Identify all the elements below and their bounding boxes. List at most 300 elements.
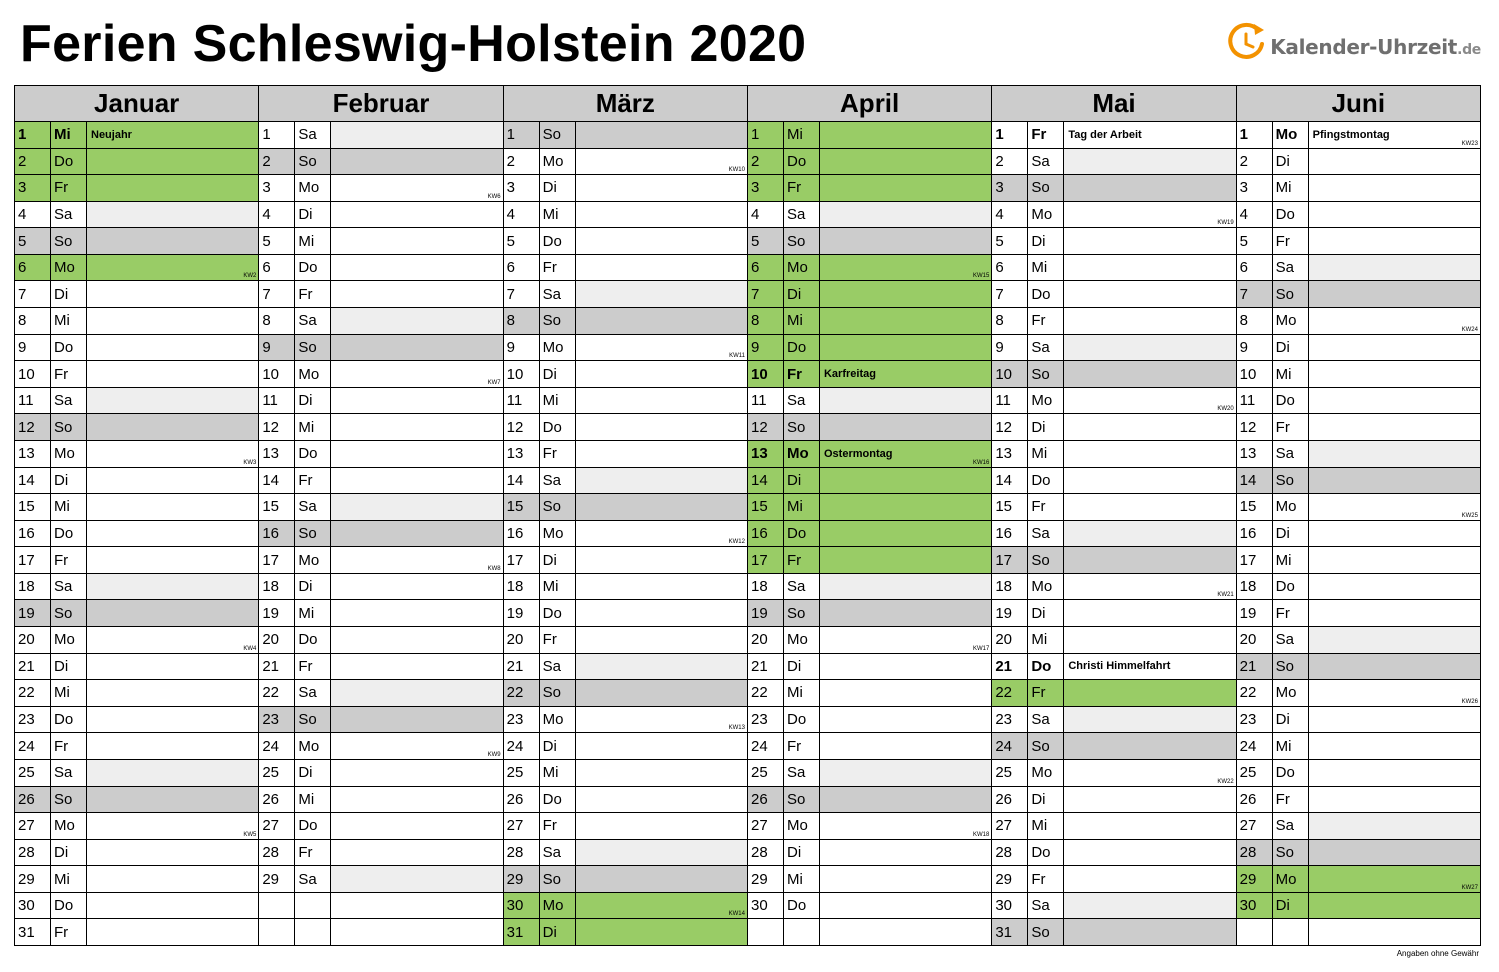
- day-row[interactable]: [1237, 281, 1480, 308]
- day-note-cell: [576, 468, 747, 494]
- day-row[interactable]: [504, 149, 747, 176]
- day-row[interactable]: [15, 414, 258, 441]
- day-row[interactable]: [1237, 255, 1480, 282]
- day-row[interactable]: [1237, 680, 1480, 707]
- day-row[interactable]: [259, 228, 502, 255]
- day-row[interactable]: [1237, 787, 1480, 814]
- disclaimer: Angaben ohne Gewähr: [1396, 949, 1479, 958]
- day-number: 26: [1237, 787, 1273, 813]
- day-row[interactable]: [504, 228, 747, 255]
- day-row[interactable]: [748, 813, 991, 840]
- day-row[interactable]: [259, 308, 502, 335]
- day-row[interactable]: [504, 813, 747, 840]
- day-row[interactable]: [504, 547, 747, 574]
- day-row[interactable]: [992, 919, 1235, 946]
- day-number: 21: [748, 654, 784, 680]
- day-row[interactable]: [992, 228, 1235, 255]
- day-row[interactable]: [748, 308, 991, 335]
- day-row[interactable]: [748, 600, 991, 627]
- day-row[interactable]: [748, 468, 991, 495]
- day-row[interactable]: [259, 202, 502, 229]
- day-row[interactable]: [1237, 654, 1480, 681]
- day-row[interactable]: [259, 600, 502, 627]
- day-number: 28: [1237, 840, 1273, 866]
- weekday: Mi: [51, 866, 87, 892]
- day-note-cell: [576, 494, 747, 520]
- day-row[interactable]: [504, 600, 747, 627]
- weekday: Mo: [51, 813, 87, 839]
- day-row[interactable]: [259, 388, 502, 415]
- day-row[interactable]: [15, 733, 258, 760]
- day-row[interactable]: [15, 840, 258, 867]
- day-number: 25: [259, 760, 295, 786]
- day-row[interactable]: [1237, 175, 1480, 202]
- day-row[interactable]: [992, 840, 1235, 867]
- day-row[interactable]: [504, 122, 747, 149]
- day-row[interactable]: [259, 468, 502, 495]
- day-note-cell: [87, 680, 258, 706]
- day-row[interactable]: [1237, 521, 1480, 548]
- day-row[interactable]: [748, 760, 991, 787]
- day-number: 25: [992, 760, 1028, 786]
- day-row[interactable]: [504, 388, 747, 415]
- day-row[interactable]: [748, 866, 991, 893]
- day-row[interactable]: [15, 627, 258, 654]
- day-row[interactable]: [259, 919, 502, 946]
- day-row[interactable]: [504, 574, 747, 601]
- day-row[interactable]: [504, 866, 747, 893]
- day-number: 17: [1237, 547, 1273, 573]
- day-row[interactable]: [504, 840, 747, 867]
- day-number: 29: [992, 866, 1028, 892]
- day-number: 4: [259, 202, 295, 228]
- day-note-cell: [1309, 574, 1480, 600]
- weekday: [295, 893, 331, 919]
- weekday: Do: [1028, 468, 1064, 494]
- day-row[interactable]: [15, 654, 258, 681]
- weekday: Di: [1028, 228, 1064, 254]
- day-note-cell: [1064, 654, 1235, 680]
- day-row[interactable]: [15, 468, 258, 495]
- day-row[interactable]: [1237, 813, 1480, 840]
- day-row[interactable]: [748, 627, 991, 654]
- day-row[interactable]: [748, 893, 991, 920]
- day-row[interactable]: [1237, 149, 1480, 176]
- day-row[interactable]: [1237, 228, 1480, 255]
- day-row[interactable]: [259, 494, 502, 521]
- day-row[interactable]: [15, 175, 258, 202]
- day-number: 22: [992, 680, 1028, 706]
- day-row[interactable]: [748, 441, 991, 468]
- day-note-cell: [331, 680, 502, 706]
- day-row[interactable]: [1237, 627, 1480, 654]
- day-note-cell: [331, 228, 502, 254]
- day-row[interactable]: [504, 787, 747, 814]
- day-note-cell: [1309, 760, 1480, 786]
- day-row[interactable]: [748, 149, 991, 176]
- day-row[interactable]: [259, 547, 502, 574]
- day-note-cell: [331, 574, 502, 600]
- day-row[interactable]: [15, 919, 258, 946]
- day-note-cell: [87, 414, 258, 440]
- day-row[interactable]: [1237, 468, 1480, 495]
- day-row[interactable]: [1237, 866, 1480, 893]
- month-header: Juni: [1237, 86, 1480, 122]
- day-row[interactable]: [748, 574, 991, 601]
- day-number: 24: [992, 733, 1028, 759]
- week-number: KW17: [972, 645, 990, 652]
- day-row[interactable]: [259, 255, 502, 282]
- day-row[interactable]: [748, 654, 991, 681]
- day-number: 2: [748, 149, 784, 175]
- day-row[interactable]: [259, 175, 502, 202]
- day-row[interactable]: [992, 122, 1235, 149]
- day-row[interactable]: [1237, 733, 1480, 760]
- day-row[interactable]: [504, 335, 747, 362]
- day-number: 8: [259, 308, 295, 334]
- day-row[interactable]: [15, 281, 258, 308]
- weekday: Mi: [784, 308, 820, 334]
- day-number: 14: [992, 468, 1028, 494]
- day-note-cell: [331, 255, 502, 281]
- day-row[interactable]: [15, 388, 258, 415]
- day-row[interactable]: [259, 680, 502, 707]
- day-number: 17: [748, 547, 784, 573]
- day-number: 16: [748, 521, 784, 547]
- day-row[interactable]: [992, 388, 1235, 415]
- day-note-cell: [1309, 388, 1480, 414]
- day-row[interactable]: [992, 175, 1235, 202]
- day-row[interactable]: [259, 441, 502, 468]
- day-row[interactable]: [15, 574, 258, 601]
- day-row[interactable]: [992, 733, 1235, 760]
- day-row[interactable]: [15, 707, 258, 734]
- day-row[interactable]: [748, 919, 991, 946]
- day-row[interactable]: [259, 893, 502, 920]
- day-row[interactable]: [15, 122, 258, 149]
- weekday: Mo: [1273, 866, 1309, 892]
- day-row[interactable]: [992, 255, 1235, 282]
- weekday: So: [51, 787, 87, 813]
- day-row[interactable]: [504, 308, 747, 335]
- weekday: Mo: [51, 255, 87, 281]
- day-row[interactable]: [748, 414, 991, 441]
- weekday: So: [1273, 654, 1309, 680]
- day-row[interactable]: [15, 149, 258, 176]
- day-number: 22: [1237, 680, 1273, 706]
- day-number: 6: [504, 255, 540, 281]
- day-row[interactable]: [992, 654, 1235, 681]
- weekday: So: [295, 521, 331, 547]
- day-number: 20: [992, 627, 1028, 653]
- day-note-cell: [820, 600, 991, 626]
- day-row[interactable]: [1237, 335, 1480, 362]
- day-number: 21: [259, 654, 295, 680]
- day-row[interactable]: [259, 122, 502, 149]
- day-row[interactable]: [1237, 574, 1480, 601]
- day-row[interactable]: [15, 600, 258, 627]
- day-row[interactable]: [15, 228, 258, 255]
- day-row[interactable]: [504, 521, 747, 548]
- day-row[interactable]: [15, 787, 258, 814]
- day-number: 19: [504, 600, 540, 626]
- day-row[interactable]: [15, 521, 258, 548]
- weekday: Di: [51, 468, 87, 494]
- day-row[interactable]: [259, 627, 502, 654]
- weekday: Mi: [51, 494, 87, 520]
- day-row[interactable]: [504, 760, 747, 787]
- day-row[interactable]: [992, 441, 1235, 468]
- day-row[interactable]: [992, 281, 1235, 308]
- weekday: Fr: [295, 468, 331, 494]
- week-number: KW25: [1461, 512, 1478, 519]
- day-row[interactable]: [992, 787, 1235, 814]
- day-row[interactable]: [15, 441, 258, 468]
- day-row[interactable]: [15, 335, 258, 362]
- day-row[interactable]: [748, 547, 991, 574]
- day-note-cell: [87, 441, 258, 467]
- day-number: 18: [15, 574, 51, 600]
- day-note-cell: [1309, 707, 1480, 733]
- day-row[interactable]: [748, 335, 991, 362]
- day-row[interactable]: [992, 308, 1235, 335]
- week-number: KW24: [1461, 326, 1478, 333]
- day-number: 3: [259, 175, 295, 201]
- weekday: Sa: [540, 654, 576, 680]
- day-row[interactable]: [992, 600, 1235, 627]
- weekday: Fr: [51, 547, 87, 573]
- day-row[interactable]: [1237, 361, 1480, 388]
- day-row[interactable]: [992, 760, 1235, 787]
- day-row[interactable]: [259, 414, 502, 441]
- weekday: Do: [295, 627, 331, 653]
- weekday: Sa: [295, 308, 331, 334]
- weekday: Mo: [540, 335, 576, 361]
- day-row[interactable]: [992, 680, 1235, 707]
- day-row[interactable]: [748, 361, 991, 388]
- weekday: Mi: [784, 494, 820, 520]
- day-row[interactable]: [15, 866, 258, 893]
- day-row[interactable]: [1237, 919, 1480, 946]
- day-row[interactable]: [15, 680, 258, 707]
- day-row[interactable]: [992, 361, 1235, 388]
- day-row[interactable]: [1237, 707, 1480, 734]
- day-note-cell: [1064, 547, 1235, 573]
- day-note-cell: [576, 840, 747, 866]
- day-row[interactable]: [259, 733, 502, 760]
- day-row[interactable]: [748, 202, 991, 229]
- day-note-cell: [1309, 654, 1480, 680]
- weekday: Fr: [1028, 308, 1064, 334]
- day-row[interactable]: [504, 468, 747, 495]
- holiday-label: Ostermontag: [823, 447, 893, 460]
- day-number: 12: [15, 414, 51, 440]
- day-row[interactable]: [1237, 840, 1480, 867]
- day-row[interactable]: [15, 308, 258, 335]
- day-row[interactable]: [1237, 122, 1480, 149]
- day-row[interactable]: [1237, 760, 1480, 787]
- week-number: KW27: [1461, 884, 1478, 891]
- day-row[interactable]: [748, 840, 991, 867]
- day-row[interactable]: [1237, 441, 1480, 468]
- day-row[interactable]: [992, 866, 1235, 893]
- day-row[interactable]: [992, 202, 1235, 229]
- day-row[interactable]: [748, 281, 991, 308]
- day-row[interactable]: [748, 228, 991, 255]
- day-note-cell: [1064, 122, 1235, 148]
- day-row[interactable]: [992, 521, 1235, 548]
- day-row[interactable]: [15, 893, 258, 920]
- day-number: 27: [1237, 813, 1273, 839]
- day-number: 15: [15, 494, 51, 520]
- day-note-cell: [576, 308, 747, 334]
- day-row[interactable]: [992, 468, 1235, 495]
- day-number: 15: [504, 494, 540, 520]
- day-row[interactable]: [748, 175, 991, 202]
- day-number: 22: [15, 680, 51, 706]
- day-number: 14: [259, 468, 295, 494]
- week-number: KW23: [1461, 140, 1478, 147]
- logo[interactable]: [1224, 14, 1481, 70]
- day-row[interactable]: [1237, 414, 1480, 441]
- day-row[interactable]: [15, 202, 258, 229]
- day-row[interactable]: [15, 494, 258, 521]
- day-note-cell: [576, 787, 747, 813]
- day-row[interactable]: [1237, 202, 1480, 229]
- day-row[interactable]: [259, 760, 502, 787]
- day-row[interactable]: [504, 175, 747, 202]
- day-number: 11: [748, 388, 784, 414]
- day-row[interactable]: [748, 787, 991, 814]
- day-row[interactable]: [504, 255, 747, 282]
- day-number: [1237, 919, 1273, 945]
- day-row[interactable]: [504, 414, 747, 441]
- day-row[interactable]: [504, 202, 747, 229]
- day-row[interactable]: [992, 627, 1235, 654]
- day-note-cell: [576, 813, 747, 839]
- day-number: 15: [1237, 494, 1273, 520]
- day-row[interactable]: [748, 707, 991, 734]
- day-row[interactable]: [748, 255, 991, 282]
- day-row[interactable]: [259, 281, 502, 308]
- day-row[interactable]: [748, 494, 991, 521]
- day-row[interactable]: [1237, 308, 1480, 335]
- day-number: 2: [504, 149, 540, 175]
- day-number: 24: [1237, 733, 1273, 759]
- weekday: Do: [1028, 654, 1064, 680]
- day-number: 4: [504, 202, 540, 228]
- weekday: Do: [784, 149, 820, 175]
- week-number: KW13: [728, 725, 745, 732]
- day-row[interactable]: [259, 574, 502, 601]
- day-row[interactable]: [15, 361, 258, 388]
- day-row[interactable]: [1237, 893, 1480, 920]
- day-row[interactable]: [504, 919, 747, 946]
- day-row[interactable]: [748, 122, 991, 149]
- day-note-cell: [820, 255, 991, 281]
- week-number: KW6: [487, 193, 501, 200]
- day-note-cell: [1064, 335, 1235, 361]
- weekday: So: [1273, 281, 1309, 307]
- day-row[interactable]: [259, 840, 502, 867]
- day-row[interactable]: [992, 813, 1235, 840]
- day-row[interactable]: [15, 547, 258, 574]
- day-row[interactable]: [1237, 547, 1480, 574]
- day-row[interactable]: [259, 787, 502, 814]
- day-note-cell: [87, 308, 258, 334]
- day-row[interactable]: [504, 494, 747, 521]
- day-number: 5: [259, 228, 295, 254]
- day-row[interactable]: [504, 733, 747, 760]
- day-row[interactable]: [259, 707, 502, 734]
- day-row[interactable]: [992, 707, 1235, 734]
- month-header: April: [748, 86, 991, 122]
- weekday: Sa: [1273, 813, 1309, 839]
- day-row[interactable]: [259, 335, 502, 362]
- day-row[interactable]: [259, 149, 502, 176]
- weekday: Di: [1273, 149, 1309, 175]
- day-row[interactable]: [15, 760, 258, 787]
- day-number: 13: [504, 441, 540, 467]
- weekday: Sa: [1273, 627, 1309, 653]
- day-row[interactable]: [504, 893, 747, 920]
- day-number: 17: [504, 547, 540, 573]
- day-row[interactable]: [504, 627, 747, 654]
- day-row[interactable]: [259, 521, 502, 548]
- day-row[interactable]: [15, 813, 258, 840]
- month-column: [992, 86, 1236, 946]
- day-note-cell: [576, 919, 747, 945]
- day-row[interactable]: [504, 441, 747, 468]
- day-row[interactable]: [504, 707, 747, 734]
- day-row[interactable]: [504, 654, 747, 681]
- weekday: Di: [295, 388, 331, 414]
- day-row[interactable]: [748, 680, 991, 707]
- day-row[interactable]: [992, 414, 1235, 441]
- day-row[interactable]: [1237, 388, 1480, 415]
- day-number: 29: [1237, 866, 1273, 892]
- day-row[interactable]: [992, 547, 1235, 574]
- day-row[interactable]: [992, 494, 1235, 521]
- day-row[interactable]: [504, 361, 747, 388]
- weekday: Mi: [295, 228, 331, 254]
- day-row[interactable]: [504, 680, 747, 707]
- day-row[interactable]: [748, 521, 991, 548]
- weekday: Di: [540, 547, 576, 573]
- day-row[interactable]: [992, 149, 1235, 176]
- day-number: 19: [259, 600, 295, 626]
- day-row[interactable]: [259, 866, 502, 893]
- day-row[interactable]: [259, 361, 502, 388]
- day-row[interactable]: [1237, 494, 1480, 521]
- day-row[interactable]: [259, 654, 502, 681]
- day-number: 22: [259, 680, 295, 706]
- day-row[interactable]: [15, 255, 258, 282]
- day-row[interactable]: [992, 574, 1235, 601]
- weekday: Mo: [540, 149, 576, 175]
- day-number: 12: [1237, 414, 1273, 440]
- day-row[interactable]: [748, 733, 991, 760]
- day-row[interactable]: [992, 335, 1235, 362]
- day-note-cell: [87, 547, 258, 573]
- day-row[interactable]: [1237, 600, 1480, 627]
- weekday: Fr: [540, 627, 576, 653]
- day-row[interactable]: [259, 813, 502, 840]
- day-row[interactable]: [992, 893, 1235, 920]
- day-row[interactable]: [748, 388, 991, 415]
- day-row[interactable]: [504, 281, 747, 308]
- weekday: Do: [540, 228, 576, 254]
